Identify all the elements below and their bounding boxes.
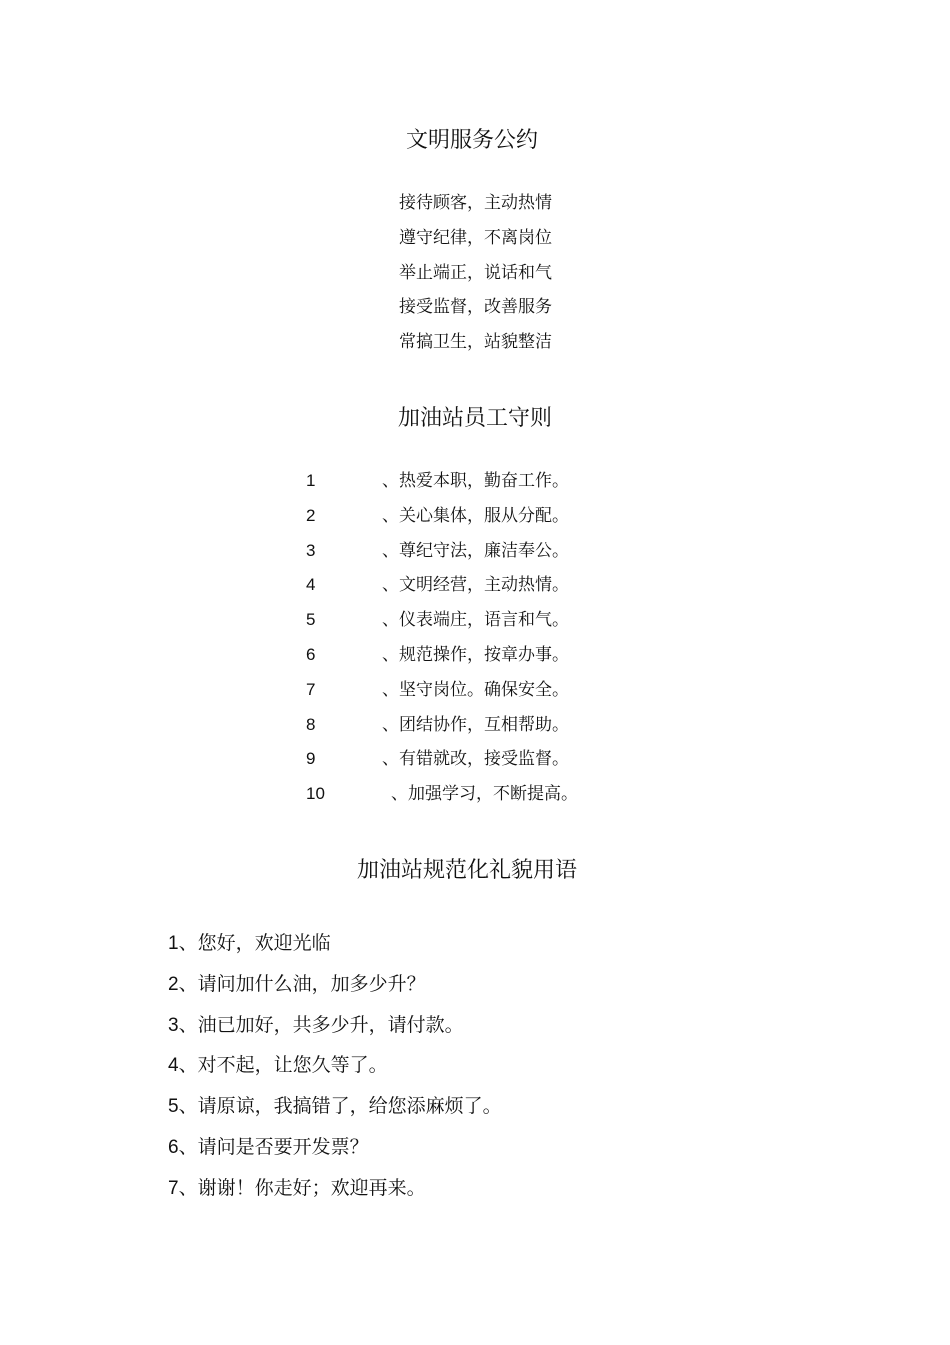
pledge-line: 遵守纪律，不离岗位 [399,227,552,248]
phrase-text: 、请问加什么油，加多少升？ [178,972,426,995]
phrase-number: 7 [168,1177,179,1199]
rule-number: 6 [306,644,316,664]
rule-number: 4 [306,575,316,595]
rule-item [306,538,706,573]
rules-title: 加油站员工守则 [397,406,552,431]
phrase-item [168,1091,818,1132]
phrase-text: 、谢谢！你走好；欢迎再来。 [178,1176,426,1199]
rule-item [306,642,706,677]
rule-item [306,712,706,747]
rule-text: 、尊纪守法，廉洁奉公。 [382,540,569,561]
rule-number: 10 [306,784,325,804]
phrase-number: 6 [168,1136,179,1158]
rule-text: 、加强学习，不断提高。 [391,784,578,805]
rule-text: 、团结协作，互相帮助。 [382,714,569,735]
rule-item [306,572,706,607]
phrase-item [168,1173,818,1214]
rule-number: 8 [306,714,316,734]
phrase-item [168,928,818,969]
rule-item [306,781,706,816]
rule-text: 、关心集体，服从分配。 [382,505,569,526]
pledge-list [399,190,699,364]
phrase-text: 、您好，欢迎光临 [178,932,331,954]
rule-item [306,677,706,712]
rule-number: 7 [306,679,316,699]
phrase-item [168,969,818,1010]
pledge-line: 接受监督，改善服务 [399,297,552,318]
rules-list [306,468,706,816]
phrase-number: 5 [168,1096,179,1118]
rule-text: 、坚守岗位。确保安全。 [382,679,569,700]
rule-number: 2 [306,505,316,525]
rule-number: 9 [306,749,316,769]
rule-item [306,746,706,781]
rule-item [306,607,706,642]
pledge-line: 常搞卫生，站貌整洁 [399,332,552,353]
phrase-text: 、对不起，让您久等了。 [178,1054,388,1077]
rule-item [306,503,706,538]
phrase-number: 3 [168,1014,179,1036]
phrase-number: 4 [168,1055,179,1077]
phrase-number: 2 [168,973,179,995]
phrase-item [168,1050,818,1091]
rule-number: 5 [306,610,316,630]
pledge-title: 文明服务公约 [405,128,538,153]
phrases-list [168,928,818,1214]
rule-number: 3 [306,540,316,560]
phrase-item [168,1132,818,1173]
rule-text: 、热爱本职，勤奋工作。 [382,471,569,491]
pledge-line: 举止端正，说话和气 [399,262,552,283]
pledge-line: 接待顾客，主动热情 [399,193,552,213]
phrase-number: 1 [168,933,179,954]
rule-text: 、规范操作，按章办事。 [382,644,569,665]
rule-text: 、仪表端庄，语言和气。 [382,610,569,631]
phrases-title: 加油站规范化礼貌用语 [356,858,577,883]
rule-item [306,468,706,503]
phrase-item [168,1010,818,1051]
phrase-text: 、请原谅，我搞错了，给您添麻烦了。 [178,1095,502,1118]
rule-text: 、有错就改，接受监督。 [382,749,569,770]
phrase-text: 、油已加好，共多少升，请付款。 [178,1013,464,1036]
rule-number: 1 [306,471,316,490]
phrase-text: 、请问是否要开发票？ [178,1135,369,1158]
rule-text: 、文明经营，主动热情。 [382,575,569,596]
